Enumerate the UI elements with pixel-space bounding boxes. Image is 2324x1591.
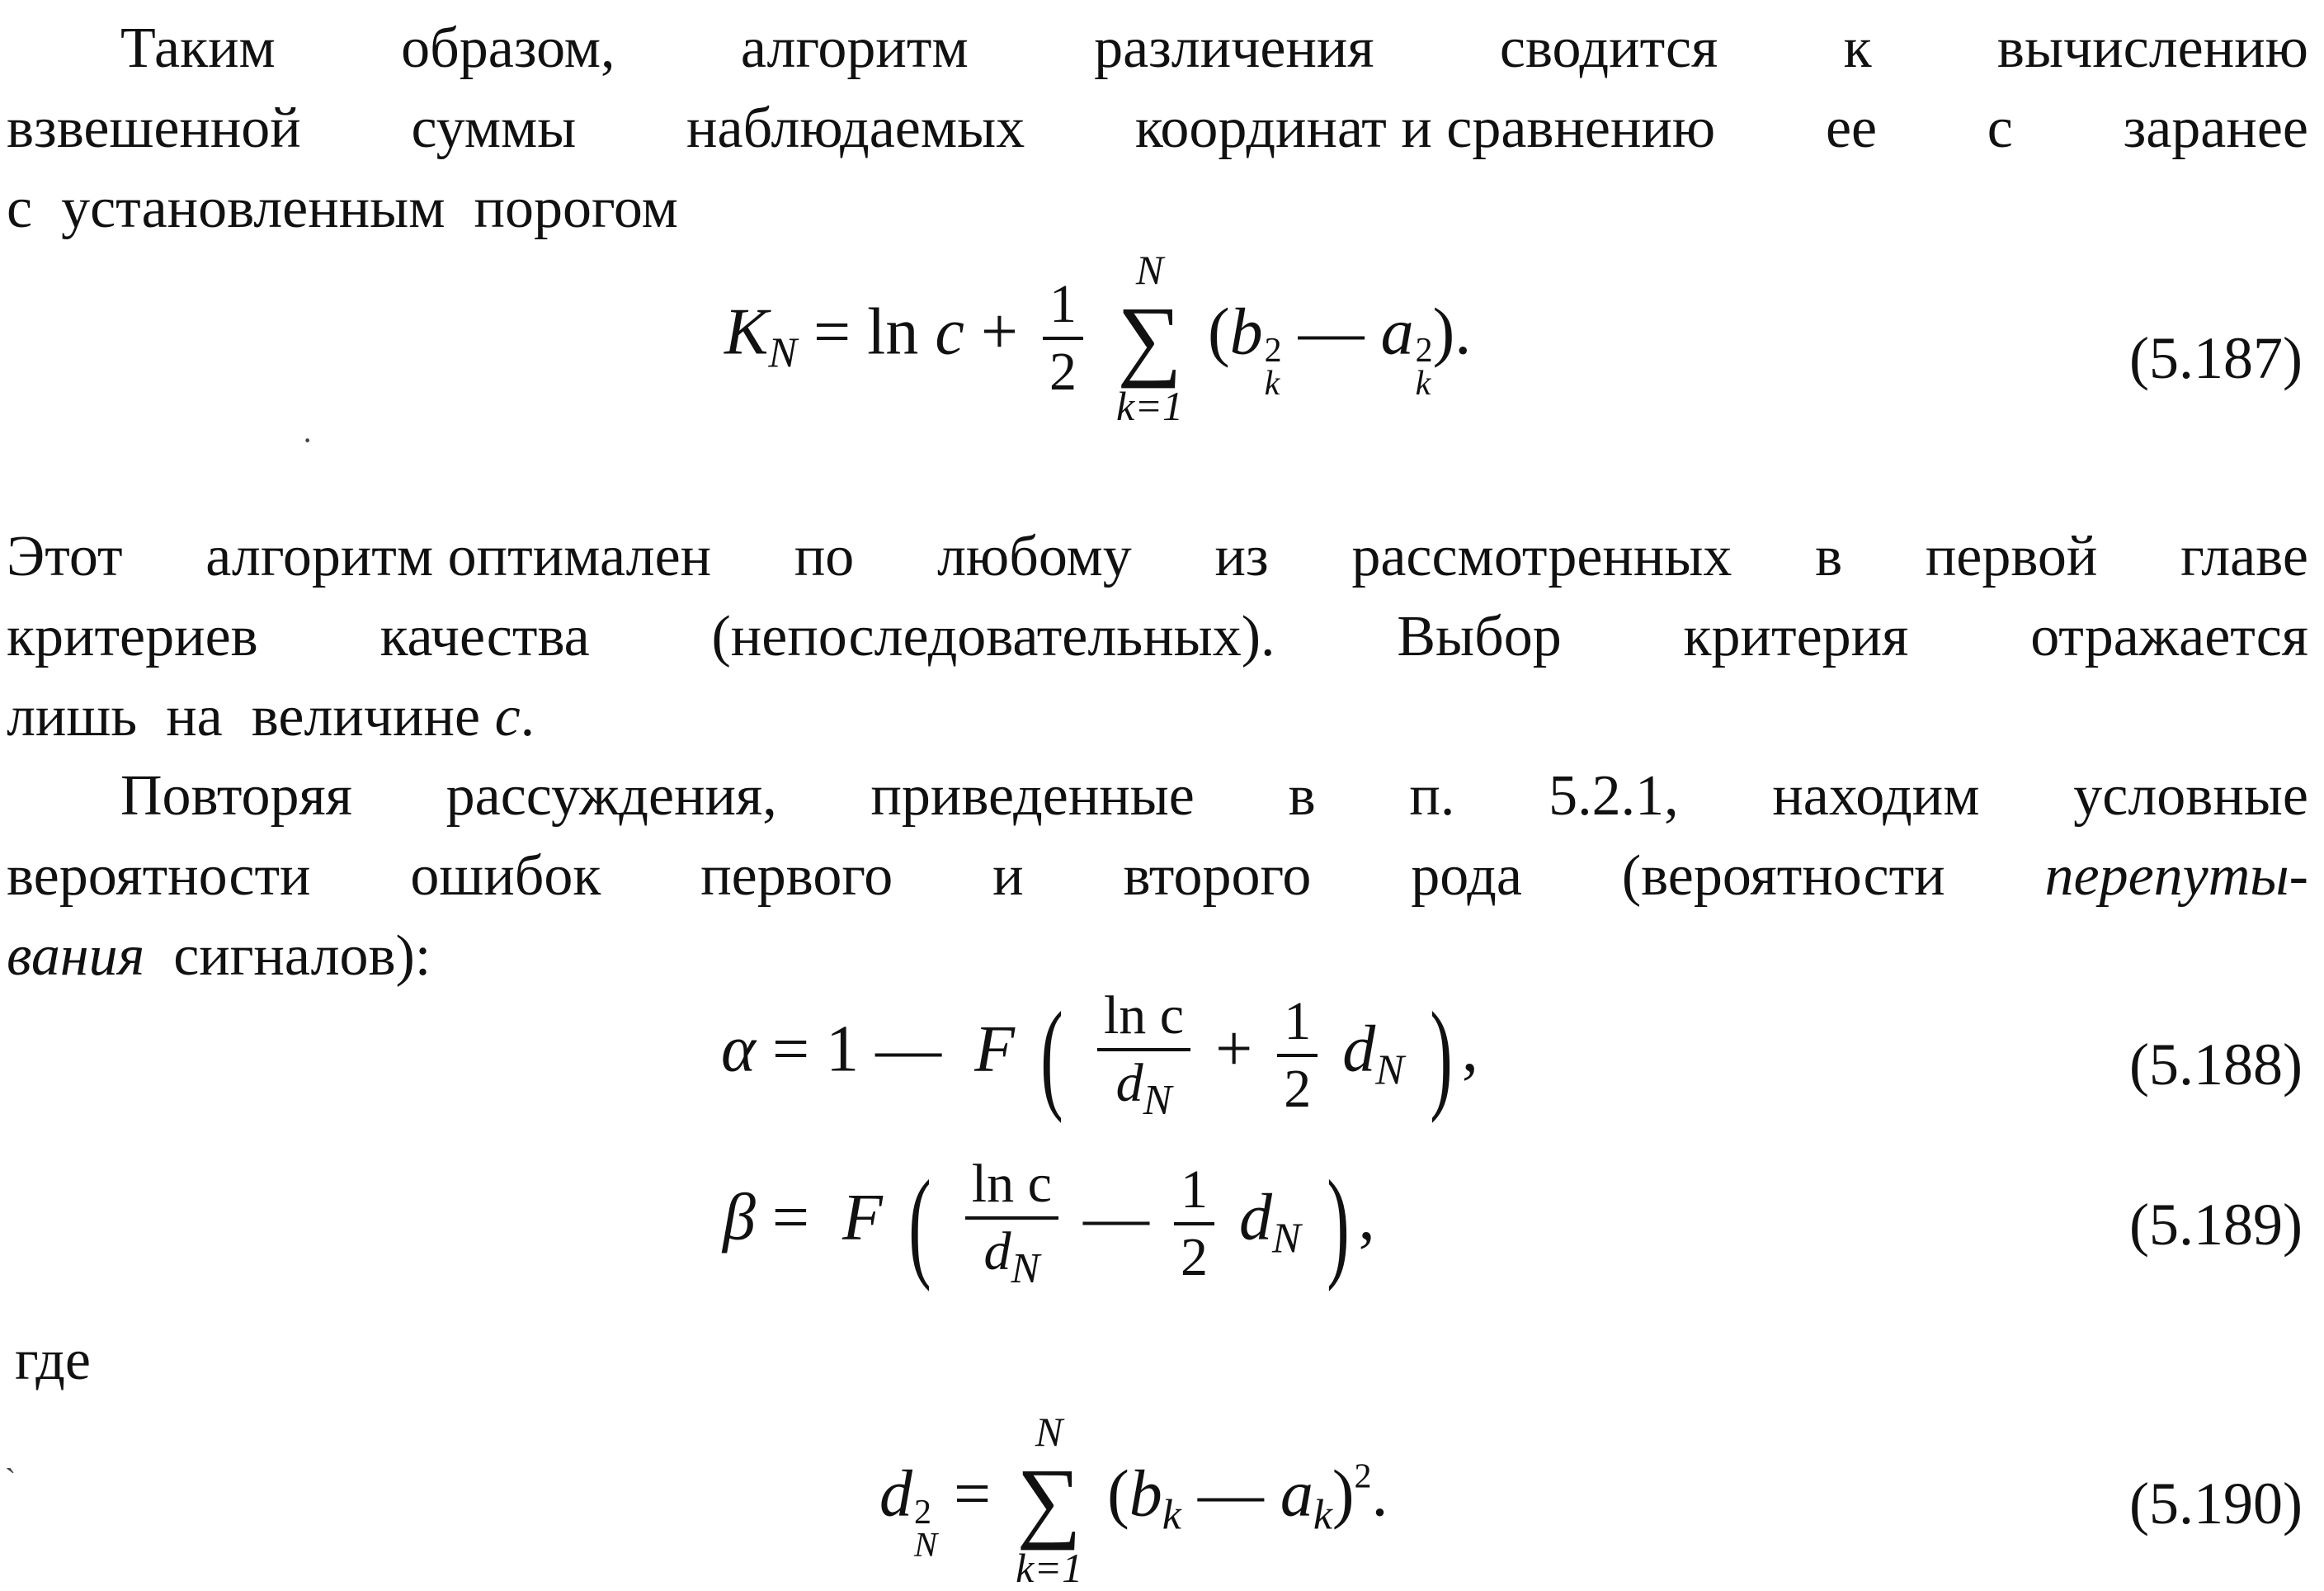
word: Таким [120, 17, 276, 80]
word: приведенные [870, 764, 1195, 828]
sum-lower-limit: k=1 [1016, 1545, 1083, 1591]
paragraph-3-line-2 [7, 836, 2308, 916]
punctuation: , [1461, 1013, 1478, 1086]
paragraph-1 [7, 8, 2308, 248]
word: отражается [2030, 605, 2308, 668]
fraction-denominator [1110, 1051, 1179, 1122]
math-subscript: N [1143, 1077, 1172, 1124]
word: из [1214, 525, 1269, 588]
math-paren: ( [1207, 295, 1230, 369]
word: критериев [7, 605, 258, 668]
word: к [1843, 17, 1872, 80]
paragraph-3-line-1 [7, 756, 2308, 836]
word: (вероятности [1621, 844, 1945, 908]
fraction-numerator: 1 [1043, 277, 1083, 340]
equation-number-5-187: (5.187) [2129, 325, 2303, 391]
word: алгоритм [740, 17, 969, 80]
word: ее [1825, 97, 1878, 160]
math-operator: — [1082, 1181, 1149, 1254]
math-paren: ) [1332, 1457, 1355, 1531]
equation-number-5-190: (5.190) [2129, 1471, 2303, 1537]
punctuation: . [520, 685, 535, 748]
summation [1016, 1409, 1082, 1591]
word: главе [2180, 525, 2308, 588]
word: находим [1772, 764, 1980, 828]
fraction-numerator: 1 [1277, 994, 1318, 1057]
paragraph-2 [7, 517, 2308, 757]
word: качества [379, 605, 590, 668]
math-supsub [1264, 332, 1282, 404]
word: в [1288, 764, 1316, 828]
summation [1116, 248, 1183, 429]
word: вычислению [1996, 17, 2308, 80]
word: рода [1411, 844, 1522, 908]
word: различения [1094, 17, 1374, 80]
math-operator: = [954, 1457, 992, 1531]
fraction-denominator: 2 [1049, 342, 1077, 402]
math-function: F [841, 1181, 883, 1254]
word: вероятности [7, 844, 311, 908]
text-run: сигналов): [144, 924, 431, 988]
math-paren-left: ( [908, 1155, 931, 1292]
word: координат и сравнению [1134, 97, 1716, 160]
math-symbol: d [1342, 1013, 1376, 1086]
word: по [794, 525, 855, 588]
where-word [15, 1320, 2317, 1400]
word: в [1815, 525, 1843, 588]
math-function: F [974, 1013, 1015, 1086]
math-symbol: c [935, 295, 964, 369]
math-subscript: k [1415, 365, 1431, 404]
math-subscript: N [768, 329, 798, 377]
math-subscript: N [1375, 1046, 1404, 1094]
paragraph-2-line-1 [7, 517, 2308, 597]
word: с [1987, 97, 2013, 160]
math-fraction [1277, 991, 1318, 1119]
word: 5.2.1, [1549, 764, 1679, 828]
italic-word: перепуты- [2044, 844, 2308, 908]
math-fraction [1043, 274, 1083, 402]
word: второго [1123, 844, 1312, 908]
word: условные [2073, 764, 2308, 828]
math-symbol: b [1129, 1457, 1162, 1531]
punctuation: . [1371, 1457, 1388, 1531]
math-symbol: d [879, 1457, 912, 1531]
sum-symbol: ∑ [1016, 1450, 1082, 1551]
math-symbol: c [494, 685, 521, 748]
math-fraction [1174, 1159, 1214, 1287]
math-fraction [965, 1154, 1058, 1292]
word: алгоритм оптимален [205, 525, 712, 588]
sum-upper-limit: N [1035, 1409, 1063, 1455]
paragraph-2-line-3 [7, 677, 2308, 757]
fraction-numerator: 1 [1174, 1163, 1214, 1225]
sum-upper-limit: N [1135, 247, 1164, 293]
word: и [992, 844, 1024, 908]
math-symbol: α [721, 1013, 756, 1086]
math-subscript: N [1271, 1215, 1301, 1263]
italic-word: вания [7, 924, 145, 988]
fraction-numerator: ln c [1097, 989, 1190, 1051]
equation-5-188 [721, 985, 1478, 1124]
fraction-denominator: 2 [1180, 1227, 1208, 1287]
text-run: лишь на величине [7, 685, 495, 748]
word: образом, [401, 17, 615, 80]
word: Этот [7, 525, 123, 588]
print-speck: · [302, 422, 313, 459]
equation-5-187 [724, 248, 1471, 429]
math-function: ln [867, 295, 919, 369]
sum-symbol: ∑ [1117, 288, 1182, 389]
paragraph-3 [7, 756, 2308, 996]
math-paren: ( [1107, 1457, 1129, 1531]
math-symbol: a [1380, 295, 1414, 369]
word: первого [700, 844, 893, 908]
math-paren-left: ( [1040, 987, 1063, 1124]
math-operator: + [980, 295, 1019, 369]
math-operator: = [813, 295, 851, 369]
math-supsub [1415, 332, 1433, 404]
math-symbol: d [1238, 1181, 1272, 1254]
word: рассмотренных [1351, 525, 1732, 588]
math-paren: ). [1432, 295, 1472, 369]
math-subscript: N [914, 1527, 938, 1565]
equation-5-189 [723, 1154, 1375, 1292]
math-symbol: d [1115, 1053, 1143, 1113]
math-symbol: a [1280, 1457, 1313, 1531]
math-symbol: b [1229, 295, 1263, 369]
math-operator: + [1215, 1013, 1253, 1086]
math-supsub [914, 1494, 938, 1565]
paragraph-2-line-2 [7, 597, 2308, 677]
math-subscript: k [1162, 1491, 1181, 1539]
word: суммы [411, 97, 577, 160]
word: сводится [1499, 17, 1718, 80]
word: где [15, 1329, 91, 1392]
word: ошибок [410, 844, 601, 908]
word: первой [1925, 525, 2098, 588]
fraction-denominator: 2 [1284, 1059, 1312, 1119]
fraction-denominator [978, 1220, 1047, 1291]
word: заранее [2123, 97, 2308, 160]
math-superscript: 2 [1264, 332, 1282, 371]
math-symbol: β [723, 1181, 756, 1254]
punctuation: , [1358, 1181, 1375, 1254]
word: Выбор [1397, 605, 1562, 668]
word: рассуждения, [445, 764, 777, 828]
math-fraction [1097, 985, 1190, 1124]
equation-5-190 [879, 1409, 1388, 1591]
math-symbol: K [724, 295, 769, 369]
math-paren-right: ) [1326, 1155, 1350, 1292]
math-superscript: 2 [1415, 332, 1433, 371]
math-symbol: d [983, 1221, 1011, 1282]
math-superscript: 2 [1354, 1457, 1372, 1496]
equation-number-5-188: (5.188) [2129, 1032, 2303, 1098]
word: критерия [1683, 605, 1909, 668]
word: наблюдаемых [686, 97, 1025, 160]
math-superscript: 2 [914, 1494, 931, 1532]
math-operator: — [1197, 1457, 1264, 1531]
fraction-numerator: ln c [965, 1157, 1058, 1220]
print-speck: ` [5, 1461, 16, 1499]
word: любому [937, 525, 1132, 588]
math-operator: — [1298, 295, 1365, 369]
paragraph-1-line-3: с установленным порогом [7, 177, 678, 240]
paragraph-3-line-3 [7, 916, 2308, 996]
equation-number-5-189: (5.189) [2129, 1192, 2303, 1258]
math-paren-right: ) [1430, 987, 1453, 1124]
word: взвешенной [7, 97, 301, 160]
word: п. [1409, 764, 1455, 828]
word: (непоследовательных). [711, 605, 1275, 668]
word: Повторяя [120, 764, 352, 828]
math-subscript: N [1011, 1245, 1040, 1292]
math-expression: = [771, 1181, 826, 1254]
math-subscript: k [1264, 365, 1280, 404]
paragraph-1-line-2 [7, 88, 2308, 168]
math-subscript: k [1313, 1491, 1332, 1539]
math-expression: = 1 — [772, 1013, 959, 1086]
paragraph-1-line-1 [7, 8, 2308, 88]
sum-lower-limit: k=1 [1116, 383, 1183, 429]
